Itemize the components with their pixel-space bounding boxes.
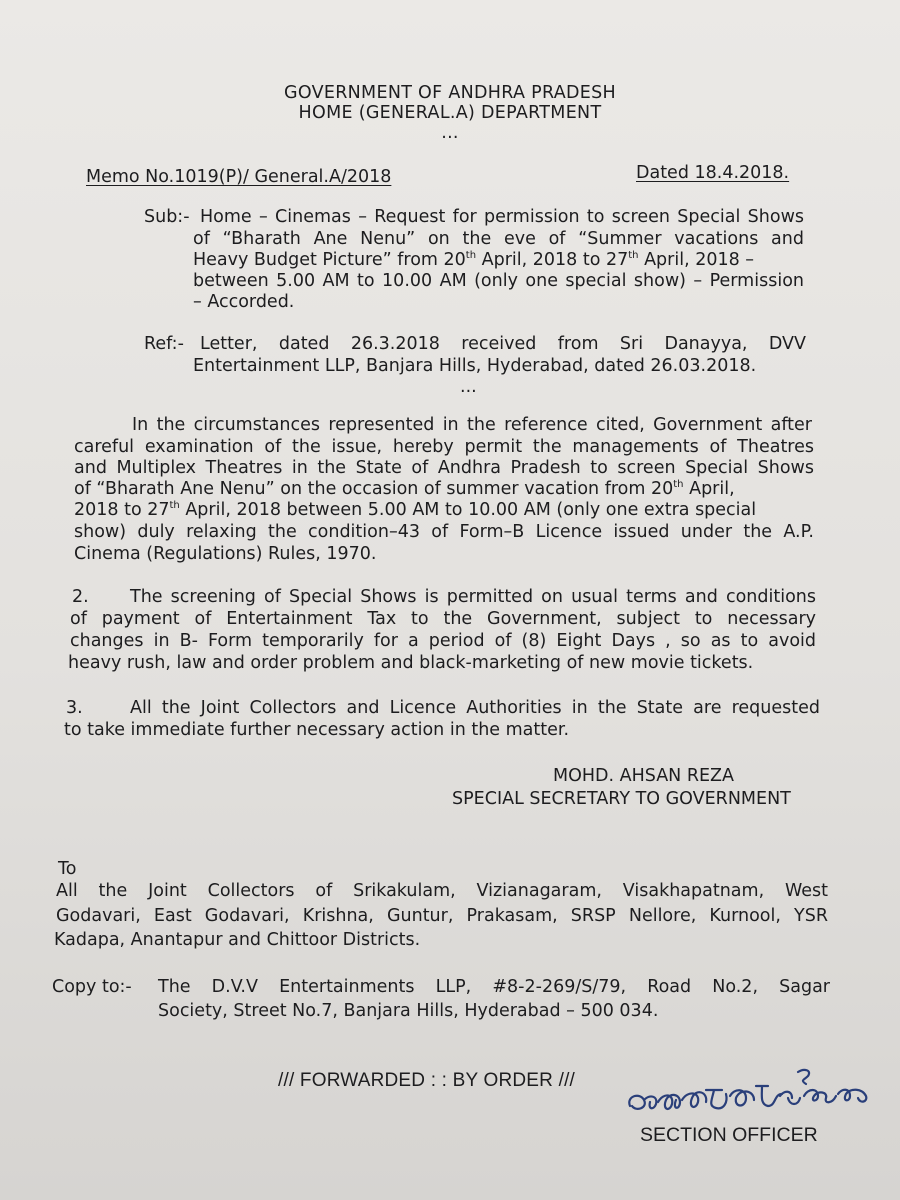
para1-line-1: In the circumstances represented in the reference cited, Government after bbox=[132, 415, 812, 435]
copy-to-line-2: Society, Street No.7, Banjara Hills, Hyderabad – 500 034. bbox=[158, 1001, 659, 1021]
to-label: To bbox=[58, 859, 77, 879]
subject-line-2: of “Bharath Ane Nenu” on the eve of “Summer vacations and bbox=[193, 229, 804, 249]
para1-line-5: 2018 to 27th April, 2018 between 5.00 AM to 10.00 AM (only one extra special bbox=[74, 500, 757, 520]
memo-date: Dated 18.4.2018. bbox=[636, 163, 790, 183]
para2-line-2: of payment of Entertainment Tax to the Government, subject to necessary bbox=[70, 609, 816, 629]
subject-line-3: Heavy Budget Picture” from 20th April, 2018 to 27th April, 2018 – bbox=[193, 250, 755, 270]
section-officer-signature bbox=[622, 1066, 892, 1126]
para3-number: 3. bbox=[66, 698, 83, 718]
para2-line-1: The screening of Special Shows is permitted on usual terms and conditions bbox=[130, 587, 816, 607]
copy-to-label: Copy to:- bbox=[52, 977, 132, 997]
reference-label: Ref:- bbox=[144, 334, 184, 354]
header-separator: ... bbox=[441, 123, 459, 143]
to-line-3: Kadapa, Anantapur and Chittoor Districts. bbox=[54, 930, 421, 950]
signatory-title: SPECIAL SECRETARY TO GOVERNMENT bbox=[452, 789, 791, 809]
to-line-2: Godavari, East Godavari, Krishna, Guntur, Prakasam, SRSP Nellore, Kurnool, YSR bbox=[56, 906, 828, 926]
para2-line-3: changes in B- Form temporarily for a period of (8) Eight Days , so as to avoid bbox=[70, 631, 816, 651]
para1-line-7: Cinema (Regulations) Rules, 1970. bbox=[74, 544, 377, 564]
subject-line-4: between 5.00 AM to 10.00 AM (only one special show) – Permission bbox=[193, 271, 804, 291]
para2-line-4: heavy rush, law and order problem and black-marketing of new movie tickets. bbox=[68, 653, 754, 673]
para3-line-2: to take immediate further necessary action in the matter. bbox=[64, 720, 570, 740]
memo-number: Memo No.1019(P)/ General.A/2018 bbox=[86, 167, 392, 187]
para1-line-6: show) duly relaxing the condition–43 of Form–B Licence issued under the A.P. bbox=[74, 522, 814, 542]
subject-label: Sub:- bbox=[144, 207, 190, 227]
reference-line-1: Letter, dated 26.3.2018 received from Sri Danayya, DVV bbox=[200, 334, 806, 354]
to-line-1: All the Joint Collectors of Srikakulam, Vizianagaram, Visakhapatnam, West bbox=[56, 881, 828, 901]
para2-number: 2. bbox=[72, 587, 89, 607]
para3-line-1: All the Joint Collectors and Licence Authorities in the State are requested bbox=[130, 698, 820, 718]
forwarded-by-order: /// FORWARDED : : BY ORDER /// bbox=[278, 1070, 576, 1091]
government-heading: GOVERNMENT OF ANDHRA PRADESH bbox=[283, 83, 617, 103]
department-heading: HOME (GENERAL.A) DEPARTMENT bbox=[298, 103, 602, 123]
subject-line-5: – Accorded. bbox=[193, 292, 295, 312]
para1-line-4: of “Bharath Ane Nenu” on the occasion of summer vacation from 20th April, bbox=[74, 479, 735, 499]
section-officer-title: SECTION OFFICER bbox=[640, 1124, 818, 1146]
para1-line-2: careful examination of the issue, hereby permit the managements of Theatres bbox=[74, 437, 814, 457]
signatory-name: MOHD. AHSAN REZA bbox=[553, 766, 734, 786]
copy-to-line-1: The D.V.V Entertainments LLP, #8-2-269/S/79, Road No.2, Sagar bbox=[158, 977, 830, 997]
reference-separator: ... bbox=[460, 377, 477, 397]
para1-line-3: and Multiplex Theatres in the State of Andhra Pradesh to screen Special Shows bbox=[74, 458, 814, 478]
reference-line-2: Entertainment LLP, Banjara Hills, Hyderabad, dated 26.03.2018. bbox=[193, 356, 757, 376]
subject-line-1: Home – Cinemas – Request for permission to screen Special Shows bbox=[200, 207, 804, 227]
